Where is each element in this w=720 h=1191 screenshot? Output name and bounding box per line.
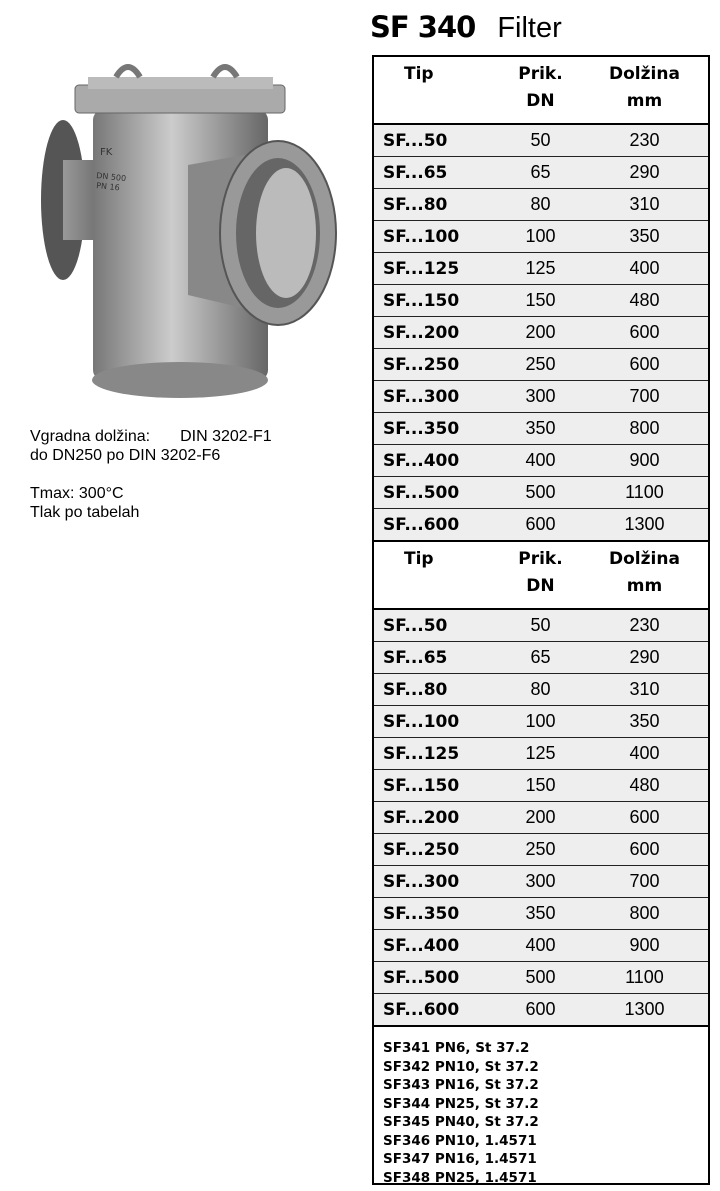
table-cell: 400	[581, 738, 708, 770]
table-cell: 400	[500, 445, 581, 477]
table-cell: 1300	[581, 509, 708, 542]
dimension-table-2	[374, 542, 708, 1027]
table-cell: 290	[581, 157, 708, 189]
variant-item: SF348 PN25, 1.4571	[383, 1169, 537, 1186]
table-row	[374, 477, 708, 509]
table-row	[374, 509, 708, 542]
table-cell: 350	[500, 413, 581, 445]
page-title: SF 340 Filter	[370, 10, 562, 44]
table-row	[374, 317, 708, 349]
table-cell: 125	[500, 253, 581, 285]
table-cell: 1300	[581, 994, 708, 1027]
table-cell: SF...125	[374, 738, 500, 770]
table-row	[374, 738, 708, 770]
photo-marking-dn: DN 500	[95, 171, 127, 184]
table-cell: 350	[581, 221, 708, 253]
table-cell: 100	[500, 706, 581, 738]
table-cell: 310	[581, 674, 708, 706]
filter-product-photo	[28, 55, 343, 405]
table-cell: 400	[500, 930, 581, 962]
table-row	[374, 834, 708, 866]
table-cell: 290	[581, 642, 708, 674]
variant-item: SF342 PN10, St 37.2	[383, 1058, 539, 1075]
table-cell: 600	[500, 994, 581, 1027]
table-row	[374, 253, 708, 285]
table-cell: SF...400	[374, 445, 500, 477]
variant-item: SF343 PN16, St 37.2	[383, 1077, 539, 1093]
table-cell: 1100	[581, 477, 708, 509]
variant-item: SF341 PN6, St 37.2	[383, 1040, 530, 1056]
table-cell: SF...50	[374, 609, 500, 642]
table-cell: 400	[581, 253, 708, 285]
table-cell: 80	[500, 189, 581, 221]
table-row	[374, 285, 708, 317]
table-cell: SF...100	[374, 706, 500, 738]
table-cell: SF...600	[374, 509, 500, 542]
table-cell: SF...65	[374, 642, 500, 674]
table-cell: 250	[500, 349, 581, 381]
table-cell: 700	[581, 866, 708, 898]
table-cell: 50	[500, 609, 581, 642]
table-row	[374, 930, 708, 962]
table-cell: SF...300	[374, 866, 500, 898]
table-cell: 480	[581, 770, 708, 802]
table-cell: SF...350	[374, 898, 500, 930]
table-cell: 500	[500, 962, 581, 994]
variants-list	[374, 1027, 708, 1187]
variant-item: SF344 PN25, St 37.2	[383, 1095, 539, 1112]
variant-item: SF346 PN10, 1.4571	[383, 1132, 537, 1149]
table-cell: 1100	[581, 962, 708, 994]
column-header: Dolžina mm	[581, 57, 708, 124]
table-row	[374, 413, 708, 445]
table-cell: SF...125	[374, 253, 500, 285]
table-cell: SF...80	[374, 189, 500, 221]
table-cell: SF...100	[374, 221, 500, 253]
table-cell: SF...50	[374, 124, 500, 157]
table-cell: 65	[500, 157, 581, 189]
table-cell: 310	[581, 189, 708, 221]
photo-marking-pn: PN 16	[95, 181, 121, 193]
table-cell: 600	[581, 317, 708, 349]
table-cell: SF...150	[374, 770, 500, 802]
table-row	[374, 609, 708, 642]
table-row	[374, 706, 708, 738]
table-cell: 150	[500, 285, 581, 317]
table-header	[374, 57, 708, 124]
column-header: Dolžina mm	[581, 542, 708, 609]
table-cell: 300	[500, 866, 581, 898]
table-row	[374, 381, 708, 413]
table-cell: 900	[581, 445, 708, 477]
column-header: Tip	[374, 542, 500, 609]
table-row	[374, 866, 708, 898]
table-cell: 230	[581, 124, 708, 157]
table-cell: SF...200	[374, 802, 500, 834]
column-header: Prik. DN	[500, 542, 581, 609]
dimension-table-1	[374, 57, 708, 542]
dimension-table-box	[372, 55, 710, 1185]
table-row	[374, 221, 708, 253]
table-cell: SF...500	[374, 477, 500, 509]
table-row	[374, 770, 708, 802]
table-row	[374, 189, 708, 221]
table-header	[374, 542, 708, 609]
table-cell: 800	[581, 413, 708, 445]
table-row	[374, 124, 708, 157]
table-row	[374, 157, 708, 189]
table-cell: SF...250	[374, 834, 500, 866]
table-cell: 250	[500, 834, 581, 866]
table-cell: SF...500	[374, 962, 500, 994]
table-cell: 800	[581, 898, 708, 930]
table-cell: SF...300	[374, 381, 500, 413]
table-cell: SF...400	[374, 930, 500, 962]
table-cell: 150	[500, 770, 581, 802]
table-row	[374, 445, 708, 477]
table-cell: SF...350	[374, 413, 500, 445]
table-row	[374, 962, 708, 994]
photo-logo: FK	[100, 147, 113, 158]
variant-item: SF347 PN16, 1.4571	[383, 1151, 537, 1167]
table-cell: 80	[500, 674, 581, 706]
table-cell: SF...80	[374, 674, 500, 706]
table-cell: 480	[581, 285, 708, 317]
table-cell: SF...150	[374, 285, 500, 317]
table-cell: 350	[500, 898, 581, 930]
table-cell: 65	[500, 642, 581, 674]
table-cell: 125	[500, 738, 581, 770]
table-cell: SF...600	[374, 994, 500, 1027]
column-header: Tip	[374, 57, 500, 124]
table-cell: 200	[500, 317, 581, 349]
table-row	[374, 642, 708, 674]
table-cell: 600	[500, 509, 581, 542]
table-cell: 300	[500, 381, 581, 413]
table-row	[374, 349, 708, 381]
variant-item: SF345 PN40, St 37.2	[383, 1114, 539, 1130]
table-cell: SF...65	[374, 157, 500, 189]
notes: Vgradna dolžina: DIN 3202-F1 do DN250 po DIN 3202-F6 Tmax: 300°C Tlak po tabelah	[30, 428, 272, 521]
table-row	[374, 802, 708, 834]
table-cell: SF...250	[374, 349, 500, 381]
column-header: Prik. DN	[500, 57, 581, 124]
table-cell: 200	[500, 802, 581, 834]
table-cell: 700	[581, 381, 708, 413]
table-row	[374, 994, 708, 1027]
table-cell: SF...200	[374, 317, 500, 349]
table-row	[374, 898, 708, 930]
table-row	[374, 674, 708, 706]
table-cell: 900	[581, 930, 708, 962]
table-cell: 50	[500, 124, 581, 157]
table-cell: 600	[581, 349, 708, 381]
table-cell: 600	[581, 834, 708, 866]
table-cell: 500	[500, 477, 581, 509]
table-cell: 100	[500, 221, 581, 253]
table-cell: 600	[581, 802, 708, 834]
table-cell: 350	[581, 706, 708, 738]
table-cell: 230	[581, 609, 708, 642]
